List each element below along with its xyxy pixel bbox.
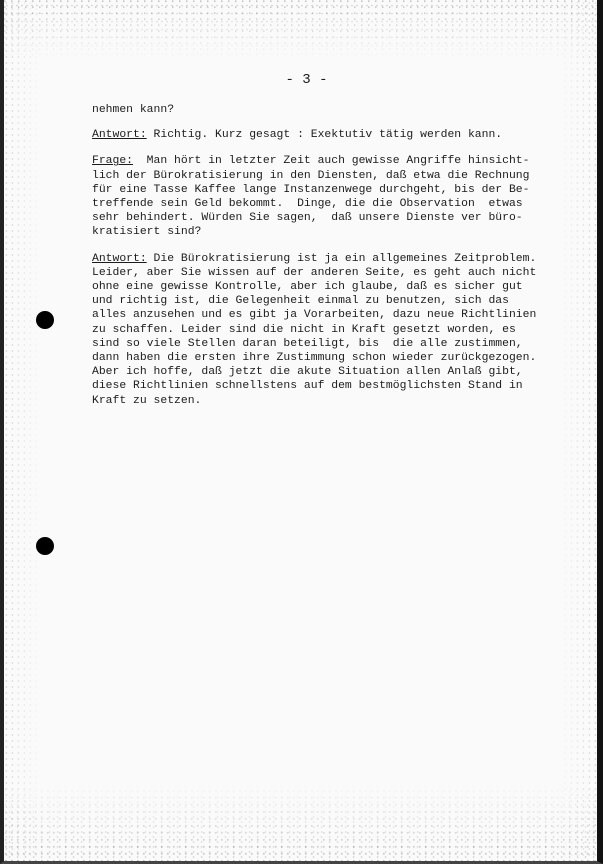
paragraph-line: für eine Tasse Kaffee lange Instanzenwege durchgeht, bis der Be- xyxy=(92,183,530,196)
scan-noise-left xyxy=(4,0,44,861)
paragraph-line: diese Richtlinien schnellstens auf dem bestmöglichsten Stand in xyxy=(92,380,523,393)
paragraph-line: lich der Bürokratisierung in den Diensten, daß etwa die Rechnung xyxy=(92,169,530,182)
speaker-label: Frage: xyxy=(92,155,134,168)
paragraph-line: sehr behindert. Würden Sie sagen, daß unsere Dienste ver bürо- xyxy=(92,212,523,225)
paragraph-line: Leider, aber Sie wissen auf der anderen Seite, es geht auch nicht xyxy=(92,266,537,279)
paragraph-line: dann haben die ersten ihre Zustimmung schon wieder zurückgezogen. xyxy=(92,352,537,365)
paragraph-continuation xyxy=(92,103,562,117)
paragraph-line: nehmen kann? xyxy=(92,104,175,116)
paragraph-line: Aber ich hoffe, daß jetzt die akute Situation allen Anlaß gibt, xyxy=(92,366,523,379)
paragraph-line: kratisiert sind? xyxy=(92,226,202,239)
paragraph-line: alles anzusehen und es gibt ja Vorarbeiten, dazu neue Richtlinien xyxy=(92,309,537,322)
paragraph-line: Man hört in letzter Zeit auch gewisse Angriffe hinsicht- xyxy=(133,155,530,168)
paragraph-line: Richtig. Kurz gesagt : Exektutiv tätig werden kann. xyxy=(146,129,503,142)
paragraph-question xyxy=(92,154,562,239)
scan-noise-bottom xyxy=(4,781,597,861)
paragraph-line: und richtig ist, die Gelegenheit einmal zu benutzen, sich das xyxy=(92,295,509,308)
scan-noise-right xyxy=(557,0,597,861)
punch-hole-icon xyxy=(36,537,54,555)
scan-noise-top xyxy=(4,0,597,60)
speaker-label: Antwort: xyxy=(92,252,147,265)
paragraph-answer xyxy=(92,128,562,142)
transcript-body xyxy=(92,103,562,420)
paragraph-line: Die Bürokratisierung ist ja ein allgemeines Zeitproblem. xyxy=(146,252,537,265)
paragraph-line: Kraft zu setzen. xyxy=(92,394,202,407)
paragraph-answer xyxy=(92,252,562,408)
speaker-label: Antwort: xyxy=(92,129,147,142)
paragraph-line: sind so viele Stellen daran beteiligt, bis die alle zustimmen, xyxy=(92,337,523,350)
paragraph-line: treffende sein Geld bekommt. Dinge, die die Observation etwas xyxy=(92,198,523,211)
paragraph-line: ohne eine gewisse Kontrolle, aber ich glaube, daß es sicher gut xyxy=(92,281,523,294)
page-number: - 3 - xyxy=(285,72,328,88)
punch-hole-icon xyxy=(36,311,54,329)
paragraph-line: zu schaffen. Leider sind die nicht in Kraft gesetzt worden, es xyxy=(92,323,516,336)
